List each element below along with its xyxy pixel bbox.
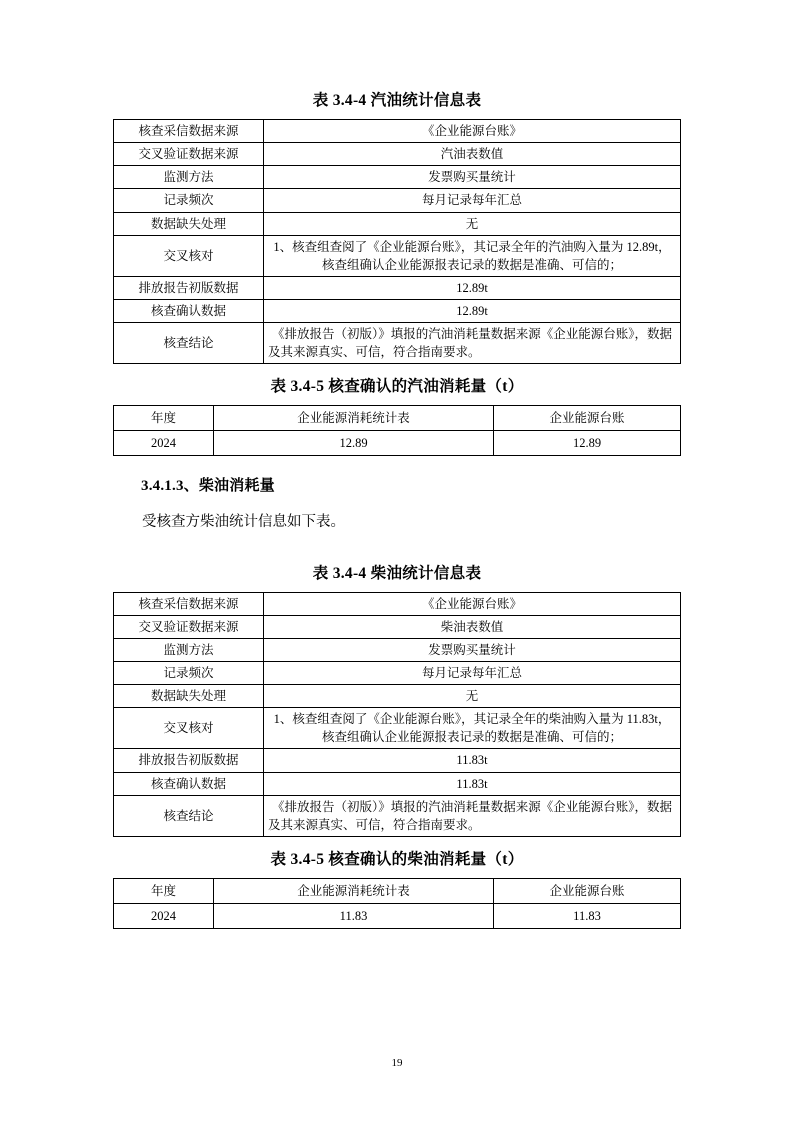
row-label: 核查结论 [114, 795, 264, 836]
row-label: 核查确认数据 [114, 300, 264, 323]
table-row [114, 235, 681, 276]
table-row [114, 323, 681, 364]
row-label: 数据缺失处理 [114, 685, 264, 708]
column-header: 企业能源消耗统计表 [214, 878, 494, 903]
column-header: 企业能源台账 [494, 878, 681, 903]
row-label: 交叉验证数据来源 [114, 143, 264, 166]
cell-ledger: 12.89 [494, 431, 681, 456]
diesel-statistics-table [113, 592, 681, 837]
row-value: 1、核查组查阅了《企业能源台账》，其记录全年的柴油购入量为 11.83t，核查组确认企业能源报表记录的数据是准确、可信的； [264, 708, 681, 749]
table-row [114, 189, 681, 212]
row-label: 核查采信数据来源 [114, 120, 264, 143]
row-label: 记录频次 [114, 189, 264, 212]
table-header-row [114, 406, 681, 431]
row-value: 每月记录每年汇总 [264, 661, 681, 684]
cell-year: 2024 [114, 431, 214, 456]
table-row [114, 795, 681, 836]
table-row [114, 431, 681, 456]
row-label: 核查采信数据来源 [114, 592, 264, 615]
row-value: 11.83t [264, 749, 681, 772]
table-row [114, 166, 681, 189]
table4-title: 表 3.4-5 核查确认的柴油消耗量（t） [270, 850, 524, 868]
table1-title: 表 3.4-4 汽油统计信息表 [312, 92, 482, 109]
row-value: 12.89t [264, 276, 681, 299]
table-row [114, 708, 681, 749]
row-label: 监测方法 [114, 638, 264, 661]
table-row [114, 638, 681, 661]
table-row [114, 276, 681, 299]
table-row [114, 772, 681, 795]
row-label: 数据缺失处理 [114, 212, 264, 235]
row-value: 无 [264, 685, 681, 708]
table3-title: 表 3.4-4 柴油统计信息表 [312, 564, 482, 582]
row-label: 交叉验证数据来源 [114, 615, 264, 638]
table-row [114, 685, 681, 708]
column-header: 年度 [114, 878, 214, 903]
column-header: 企业能源消耗统计表 [214, 406, 494, 431]
table2-title: 表 3.4-5 核查确认的汽油消耗量（t） [270, 378, 524, 396]
row-value: 《企业能源台账》 [264, 120, 681, 143]
row-value: 无 [264, 212, 681, 235]
diesel-confirmed-consumption-table [113, 878, 681, 929]
gasoline-confirmed-consumption-table [113, 405, 681, 456]
page-number: 19 [391, 1057, 403, 1069]
row-value: 《排放报告（初版）》填报的汽油消耗量数据来源《企业能源台账》，数据及其来源真实、可信，符合指南要求。 [264, 795, 681, 836]
row-label: 交叉核对 [114, 235, 264, 276]
row-value: 每月记录每年汇总 [264, 189, 681, 212]
row-label: 核查确认数据 [114, 772, 264, 795]
cell-statistics: 11.83 [214, 903, 494, 928]
row-label: 排放报告初版数据 [114, 749, 264, 772]
row-label: 交叉核对 [114, 708, 264, 749]
cell-statistics: 12.89 [214, 431, 494, 456]
row-value: 《企业能源台账》 [264, 592, 681, 615]
row-value: 《排放报告（初版）》填报的汽油消耗量数据来源《企业能源台账》，数据及其来源真实、可信，符合指南要求。 [264, 323, 681, 364]
cell-ledger: 11.83 [494, 903, 681, 928]
table-row [114, 300, 681, 323]
table-row [114, 143, 681, 166]
table-row [114, 615, 681, 638]
row-value: 1、核查组查阅了《企业能源台账》，其记录全年的汽油购入量为 12.89t，核查组确认企业能源报表记录的数据是准确、可信的； [264, 235, 681, 276]
table-row [114, 592, 681, 615]
row-value: 发票购买量统计 [264, 638, 681, 661]
table-row [114, 120, 681, 143]
row-value: 柴油表数值 [264, 615, 681, 638]
row-label: 记录频次 [114, 661, 264, 684]
table-row [114, 661, 681, 684]
row-value: 12.89t [264, 300, 681, 323]
table-header-row [114, 878, 681, 903]
section-heading: 3.4.1.3、柴油消耗量 [141, 478, 275, 495]
table-row [114, 212, 681, 235]
gasoline-statistics-table [113, 119, 681, 364]
row-value: 汽油表数值 [264, 143, 681, 166]
cell-year: 2024 [114, 903, 214, 928]
row-label: 监测方法 [114, 166, 264, 189]
row-label: 核查结论 [114, 323, 264, 364]
section-paragraph: 受核查方柴油统计信息如下表。 [142, 514, 345, 531]
table-row [114, 903, 681, 928]
column-header: 企业能源台账 [494, 406, 681, 431]
row-label: 排放报告初版数据 [114, 276, 264, 299]
row-value: 11.83t [264, 772, 681, 795]
column-header: 年度 [114, 406, 214, 431]
row-value: 发票购买量统计 [264, 166, 681, 189]
table-row [114, 749, 681, 772]
